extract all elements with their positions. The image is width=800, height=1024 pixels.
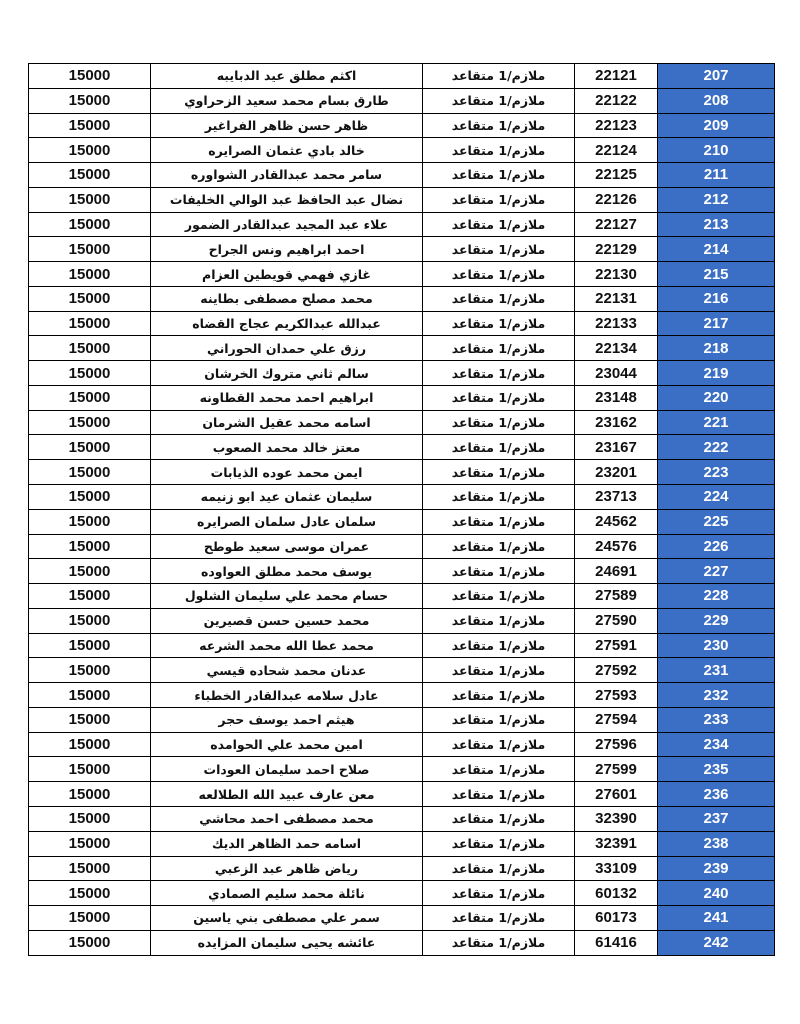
payment-table — [28, 63, 775, 956]
table-row — [29, 286, 775, 311]
id-number-cell: 27599 — [575, 757, 658, 782]
table-row — [29, 212, 775, 237]
id-number-cell: 22130 — [575, 262, 658, 287]
id-number-cell: 22127 — [575, 212, 658, 237]
table-row — [29, 385, 775, 410]
rank-cell: ملازم/1 متقاعد — [423, 633, 575, 658]
rank-cell: ملازم/1 متقاعد — [423, 410, 575, 435]
name-cell: نائلة محمد سليم الصمادي — [151, 881, 423, 906]
table-row — [29, 64, 775, 89]
id-number-cell: 24562 — [575, 509, 658, 534]
rank-cell: ملازم/1 متقاعد — [423, 683, 575, 708]
table-row — [29, 881, 775, 906]
table-row — [29, 757, 775, 782]
serial-number-cell: 239 — [658, 856, 775, 881]
table-row — [29, 534, 775, 559]
id-number-cell: 23148 — [575, 385, 658, 410]
name-cell: نضال عبد الحافظ عبد الوالي الخليفات — [151, 187, 423, 212]
id-number-cell: 23162 — [575, 410, 658, 435]
table-row — [29, 113, 775, 138]
serial-number-cell: 231 — [658, 658, 775, 683]
id-number-cell: 23167 — [575, 435, 658, 460]
table-row — [29, 435, 775, 460]
rank-cell: ملازم/1 متقاعد — [423, 856, 575, 881]
name-cell: سامر محمد عبدالقادر الشواوره — [151, 163, 423, 188]
rank-cell: ملازم/1 متقاعد — [423, 138, 575, 163]
name-cell: محمد حسين حسن قصيرين — [151, 608, 423, 633]
amount-cell: 15000 — [29, 806, 151, 831]
name-cell: صلاح احمد سليمان العودات — [151, 757, 423, 782]
id-number-cell: 22133 — [575, 311, 658, 336]
serial-number-cell: 207 — [658, 64, 775, 89]
id-number-cell: 22125 — [575, 163, 658, 188]
name-cell: عمران موسى سعيد طوطح — [151, 534, 423, 559]
rank-cell: ملازم/1 متقاعد — [423, 262, 575, 287]
rank-cell: ملازم/1 متقاعد — [423, 534, 575, 559]
id-number-cell: 60173 — [575, 906, 658, 931]
table-row — [29, 237, 775, 262]
amount-cell: 15000 — [29, 88, 151, 113]
name-cell: طارق بسام محمد سعيد الزحراوي — [151, 88, 423, 113]
serial-number-cell: 222 — [658, 435, 775, 460]
id-number-cell: 24691 — [575, 559, 658, 584]
serial-number-cell: 223 — [658, 460, 775, 485]
rank-cell: ملازم/1 متقاعد — [423, 460, 575, 485]
id-number-cell: 27592 — [575, 658, 658, 683]
name-cell: عائشه يحيى سليمان المزايده — [151, 930, 423, 955]
id-number-cell: 22122 — [575, 88, 658, 113]
serial-number-cell: 229 — [658, 608, 775, 633]
name-cell: معتز خالد محمد الصعوب — [151, 435, 423, 460]
table-row — [29, 831, 775, 856]
serial-number-cell: 228 — [658, 584, 775, 609]
rank-cell: ملازم/1 متقاعد — [423, 658, 575, 683]
serial-number-cell: 238 — [658, 831, 775, 856]
table-row — [29, 732, 775, 757]
table-row — [29, 509, 775, 534]
amount-cell: 15000 — [29, 163, 151, 188]
name-cell: امين محمد علي الحوامده — [151, 732, 423, 757]
rank-cell: ملازم/1 متقاعد — [423, 509, 575, 534]
serial-number-cell: 211 — [658, 163, 775, 188]
serial-number-cell: 237 — [658, 806, 775, 831]
serial-number-cell: 235 — [658, 757, 775, 782]
rank-cell: ملازم/1 متقاعد — [423, 806, 575, 831]
amount-cell: 15000 — [29, 534, 151, 559]
serial-number-cell: 208 — [658, 88, 775, 113]
amount-cell: 15000 — [29, 336, 151, 361]
name-cell: هيثم احمد يوسف حجر — [151, 707, 423, 732]
id-number-cell: 27590 — [575, 608, 658, 633]
serial-number-cell: 218 — [658, 336, 775, 361]
id-number-cell: 22126 — [575, 187, 658, 212]
name-cell: ايمن محمد عوده الذيابات — [151, 460, 423, 485]
serial-number-cell: 217 — [658, 311, 775, 336]
rank-cell: ملازم/1 متقاعد — [423, 361, 575, 386]
id-number-cell: 27594 — [575, 707, 658, 732]
rank-cell: ملازم/1 متقاعد — [423, 707, 575, 732]
id-number-cell: 22121 — [575, 64, 658, 89]
table-row — [29, 930, 775, 955]
amount-cell: 15000 — [29, 608, 151, 633]
name-cell: غازي فهمي قويطين العزام — [151, 262, 423, 287]
amount-cell: 15000 — [29, 113, 151, 138]
serial-number-cell: 214 — [658, 237, 775, 262]
table-row — [29, 658, 775, 683]
serial-number-cell: 215 — [658, 262, 775, 287]
amount-cell: 15000 — [29, 286, 151, 311]
rank-cell: ملازم/1 متقاعد — [423, 782, 575, 807]
amount-cell: 15000 — [29, 460, 151, 485]
serial-number-cell: 221 — [658, 410, 775, 435]
table-row — [29, 163, 775, 188]
name-cell: اسامه حمد الظاهر الديك — [151, 831, 423, 856]
serial-number-cell: 225 — [658, 509, 775, 534]
serial-number-cell: 224 — [658, 485, 775, 510]
name-cell: علاء عبد المجيد عبدالقادر الضمور — [151, 212, 423, 237]
table-row — [29, 906, 775, 931]
rank-cell: ملازم/1 متقاعد — [423, 930, 575, 955]
amount-cell: 15000 — [29, 410, 151, 435]
serial-number-cell: 241 — [658, 906, 775, 931]
name-cell: حسام محمد علي سليمان الشلول — [151, 584, 423, 609]
amount-cell: 15000 — [29, 212, 151, 237]
table-row — [29, 782, 775, 807]
table-row — [29, 187, 775, 212]
id-number-cell: 27596 — [575, 732, 658, 757]
serial-number-cell: 210 — [658, 138, 775, 163]
table-row — [29, 806, 775, 831]
table-row — [29, 410, 775, 435]
amount-cell: 15000 — [29, 385, 151, 410]
amount-cell: 15000 — [29, 237, 151, 262]
id-number-cell: 22131 — [575, 286, 658, 311]
serial-number-cell: 220 — [658, 385, 775, 410]
table-row — [29, 856, 775, 881]
rank-cell: ملازم/1 متقاعد — [423, 757, 575, 782]
table-row — [29, 485, 775, 510]
id-number-cell: 22129 — [575, 237, 658, 262]
amount-cell: 15000 — [29, 881, 151, 906]
rank-cell: ملازم/1 متقاعد — [423, 584, 575, 609]
table-row — [29, 262, 775, 287]
amount-cell: 15000 — [29, 311, 151, 336]
name-cell: عدنان محمد شحاده قيسي — [151, 658, 423, 683]
id-number-cell: 22134 — [575, 336, 658, 361]
amount-cell: 15000 — [29, 782, 151, 807]
amount-cell: 15000 — [29, 930, 151, 955]
rank-cell: ملازم/1 متقاعد — [423, 237, 575, 262]
serial-number-cell: 240 — [658, 881, 775, 906]
name-cell: سليمان عثمان عيد ابو زنيمه — [151, 485, 423, 510]
amount-cell: 15000 — [29, 262, 151, 287]
amount-cell: 15000 — [29, 435, 151, 460]
id-number-cell: 27601 — [575, 782, 658, 807]
rank-cell: ملازم/1 متقاعد — [423, 113, 575, 138]
rank-cell: ملازم/1 متقاعد — [423, 881, 575, 906]
rank-cell: ملازم/1 متقاعد — [423, 559, 575, 584]
rank-cell: ملازم/1 متقاعد — [423, 88, 575, 113]
name-cell: رزق علي حمدان الحوراني — [151, 336, 423, 361]
name-cell: ظاهر حسن ظاهر الفراغير — [151, 113, 423, 138]
id-number-cell: 32390 — [575, 806, 658, 831]
amount-cell: 15000 — [29, 658, 151, 683]
amount-cell: 15000 — [29, 559, 151, 584]
id-number-cell: 22124 — [575, 138, 658, 163]
amount-cell: 15000 — [29, 732, 151, 757]
amount-cell: 15000 — [29, 361, 151, 386]
id-number-cell: 33109 — [575, 856, 658, 881]
amount-cell: 15000 — [29, 757, 151, 782]
name-cell: محمد عطا الله محمد الشرعه — [151, 633, 423, 658]
amount-cell: 15000 — [29, 683, 151, 708]
name-cell: سالم ثاني متروك الخرشان — [151, 361, 423, 386]
name-cell: معن عارف عبيد الله الطلالعه — [151, 782, 423, 807]
table-row — [29, 584, 775, 609]
name-cell: محمد مصلح مصطفى بطاينه — [151, 286, 423, 311]
serial-number-cell: 242 — [658, 930, 775, 955]
rank-cell: ملازم/1 متقاعد — [423, 435, 575, 460]
name-cell: اكثم مطلق عيد الدبايبه — [151, 64, 423, 89]
table-row — [29, 707, 775, 732]
id-number-cell: 22123 — [575, 113, 658, 138]
serial-number-cell: 226 — [658, 534, 775, 559]
table-row — [29, 88, 775, 113]
amount-cell: 15000 — [29, 485, 151, 510]
amount-cell: 15000 — [29, 584, 151, 609]
table-row — [29, 608, 775, 633]
serial-number-cell: 232 — [658, 683, 775, 708]
table-row — [29, 311, 775, 336]
amount-cell: 15000 — [29, 707, 151, 732]
rank-cell: ملازم/1 متقاعد — [423, 311, 575, 336]
serial-number-cell: 219 — [658, 361, 775, 386]
rank-cell: ملازم/1 متقاعد — [423, 732, 575, 757]
rank-cell: ملازم/1 متقاعد — [423, 485, 575, 510]
serial-number-cell: 216 — [658, 286, 775, 311]
id-number-cell: 27591 — [575, 633, 658, 658]
table-row — [29, 633, 775, 658]
name-cell: سلمان عادل سلمان الصرايره — [151, 509, 423, 534]
rank-cell: ملازم/1 متقاعد — [423, 212, 575, 237]
amount-cell: 15000 — [29, 138, 151, 163]
id-number-cell: 23044 — [575, 361, 658, 386]
id-number-cell: 27593 — [575, 683, 658, 708]
rank-cell: ملازم/1 متقاعد — [423, 187, 575, 212]
name-cell: سمر علي مصطفى بني ياسين — [151, 906, 423, 931]
amount-cell: 15000 — [29, 64, 151, 89]
table-row — [29, 138, 775, 163]
serial-number-cell: 234 — [658, 732, 775, 757]
name-cell: احمد ابراهيم ونس الجراح — [151, 237, 423, 262]
table-row — [29, 336, 775, 361]
rank-cell: ملازم/1 متقاعد — [423, 336, 575, 361]
amount-cell: 15000 — [29, 831, 151, 856]
id-number-cell: 27589 — [575, 584, 658, 609]
rank-cell: ملازم/1 متقاعد — [423, 286, 575, 311]
amount-cell: 15000 — [29, 187, 151, 212]
serial-number-cell: 227 — [658, 559, 775, 584]
serial-number-cell: 233 — [658, 707, 775, 732]
name-cell: عادل سلامه عبدالقادر الخطباء — [151, 683, 423, 708]
rank-cell: ملازم/1 متقاعد — [423, 385, 575, 410]
serial-number-cell: 209 — [658, 113, 775, 138]
table-row — [29, 460, 775, 485]
amount-cell: 15000 — [29, 856, 151, 881]
id-number-cell: 23713 — [575, 485, 658, 510]
name-cell: ابراهيم احمد محمد القطاونه — [151, 385, 423, 410]
id-number-cell: 32391 — [575, 831, 658, 856]
name-cell: رياض ظاهر عبد الزعبي — [151, 856, 423, 881]
serial-number-cell: 230 — [658, 633, 775, 658]
id-number-cell: 23201 — [575, 460, 658, 485]
amount-cell: 15000 — [29, 906, 151, 931]
table-row — [29, 361, 775, 386]
serial-number-cell: 236 — [658, 782, 775, 807]
amount-cell: 15000 — [29, 509, 151, 534]
id-number-cell: 24576 — [575, 534, 658, 559]
name-cell: محمد مصطفى احمد محاشي — [151, 806, 423, 831]
rank-cell: ملازم/1 متقاعد — [423, 831, 575, 856]
rank-cell: ملازم/1 متقاعد — [423, 64, 575, 89]
rank-cell: ملازم/1 متقاعد — [423, 906, 575, 931]
id-number-cell: 60132 — [575, 881, 658, 906]
table-body — [29, 64, 775, 956]
rank-cell: ملازم/1 متقاعد — [423, 608, 575, 633]
serial-number-cell: 212 — [658, 187, 775, 212]
id-number-cell: 61416 — [575, 930, 658, 955]
amount-cell: 15000 — [29, 633, 151, 658]
name-cell: خالد بادي عثمان الصرايره — [151, 138, 423, 163]
name-cell: عبدالله عبدالكريم عجاج القضاه — [151, 311, 423, 336]
name-cell: اسامه محمد عقيل الشرمان — [151, 410, 423, 435]
rank-cell: ملازم/1 متقاعد — [423, 163, 575, 188]
table-row — [29, 683, 775, 708]
name-cell: يوسف محمد مطلق العواوده — [151, 559, 423, 584]
table-row — [29, 559, 775, 584]
serial-number-cell: 213 — [658, 212, 775, 237]
